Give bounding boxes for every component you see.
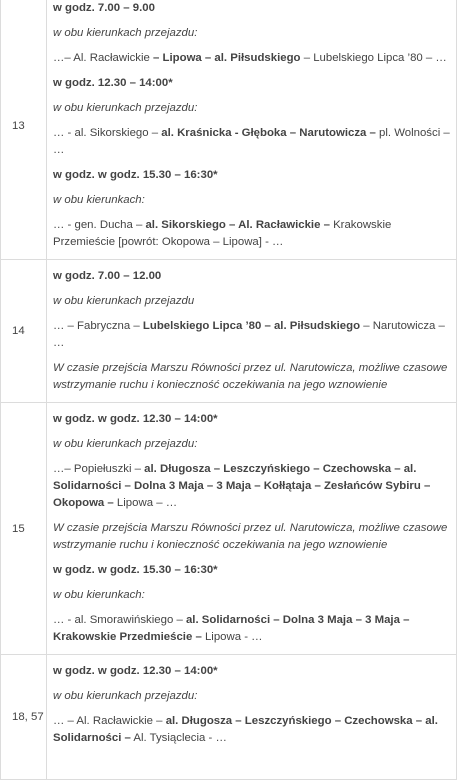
- route-text: [53, 125, 456, 159]
- route-segment-bold: al. Długosza – Leszczyńskiego – Czechowska – al. Solidarności –: [53, 715, 438, 744]
- route-segment-bold: al. Solidarności – Dolna 3 Maja – 3 Maja – Krakowskie Przedmieście –: [53, 614, 410, 643]
- route-text: [53, 612, 456, 646]
- line-number: 18, 57: [1, 655, 47, 780]
- table-row: [1, 260, 457, 403]
- route-segment: …– Al. Racławickie: [53, 52, 154, 64]
- note-text: w obu kierunkach:: [53, 194, 145, 206]
- line-number: 14: [1, 260, 47, 403]
- route-segment: Lipowa - …: [201, 631, 263, 643]
- note-text: w obu kierunkach przejazdu: [53, 295, 195, 307]
- route-text: [53, 217, 456, 251]
- route-details: [47, 260, 457, 403]
- route-segment-bold: al. Sikorskiego – Al. Racławickie –: [145, 219, 330, 231]
- note-text: W czasie przejścia Marszu Równości przez ul. Narutowicza, możliwe czasowe wstrzymanie ruchu i konieczność oczekiwania na jego wznowienie: [53, 522, 448, 551]
- route-segment: …– Popiełuszki –: [53, 463, 145, 475]
- note-text: w obu kierunkach przejazdu:: [53, 438, 198, 450]
- note-text: w obu kierunkach przejazdu:: [53, 102, 198, 114]
- route-text: [53, 50, 456, 67]
- line-number: 13: [1, 0, 47, 260]
- route-segment: – Narutowicza – …: [53, 320, 445, 349]
- note-text: w obu kierunkach przejazdu:: [53, 27, 198, 39]
- route-details: [47, 0, 457, 260]
- route-segment: … – Al. Racławickie –: [53, 715, 166, 727]
- route-segment: Al. Tysiąclecia - …: [130, 732, 227, 744]
- route-segment: Lipowa – …: [113, 497, 178, 509]
- note-text: w obu kierunkach:: [53, 589, 145, 601]
- route-text: [53, 318, 456, 352]
- time-window-heading: w godz. w godz. 15.30 – 16:30*: [53, 169, 218, 181]
- route-segment-bold: Lubelskiego Lipca ’80 – al. Piłsudskiego: [142, 320, 361, 332]
- route-segment: Krakowskie Przemieście [powrót: Okopowa – Lipowa] - …: [53, 219, 392, 248]
- line-number: 15: [1, 403, 47, 655]
- time-window-heading: w godz. 7.00 – 12.00: [53, 270, 162, 282]
- table-row: [1, 403, 457, 655]
- time-window-heading: w godz. 7.00 – 9.00: [53, 2, 155, 14]
- note-text: w obu kierunkach przejazdu:: [53, 690, 198, 702]
- route-segment-bold: al. Kraśnicka - Głęboka – Narutowicza –: [161, 127, 376, 139]
- route-segment: … - al. Sikorskiego –: [53, 127, 162, 139]
- route-details: [47, 403, 457, 655]
- route-details: [47, 655, 457, 780]
- route-segment: … – Fabryczna –: [53, 320, 143, 332]
- note-text: W czasie przejścia Marszu Równości przez ul. Narutowicza, możliwe czasowe wstrzymanie ruchu i konieczność oczekiwania na jego wznowienie: [53, 362, 448, 391]
- route-segment: pl. Wolności – …: [53, 127, 450, 156]
- time-window-heading: w godz. w godz. 15.30 – 16:30*: [53, 564, 218, 576]
- table-row: [1, 655, 457, 780]
- route-text: [53, 713, 456, 747]
- table-row: [1, 0, 457, 260]
- time-window-heading: w godz. 12.30 – 14:00*: [53, 77, 173, 89]
- time-window-heading: w godz. w godz. 12.30 – 14:00*: [53, 665, 218, 677]
- route-text: [53, 461, 456, 512]
- route-segment-bold: al. Długosza – Leszczyńskiego – Czechowska – al. Solidarności – Dolna 3 Maja – 3 Maja – Kołłątaja – Zesłańców Sybiru – Okopowa –: [53, 463, 431, 509]
- route-segment: … - al. Smorawińskiego –: [53, 614, 186, 626]
- route-segment-bold: – Lipowa – al. Piłsudskiego: [153, 52, 301, 64]
- route-segment: – Lubelskiego Lipca ’80 – …: [300, 52, 447, 64]
- time-window-heading: w godz. w godz. 12.30 – 14:00*: [53, 413, 218, 425]
- route-segment: … - gen. Ducha –: [53, 219, 146, 231]
